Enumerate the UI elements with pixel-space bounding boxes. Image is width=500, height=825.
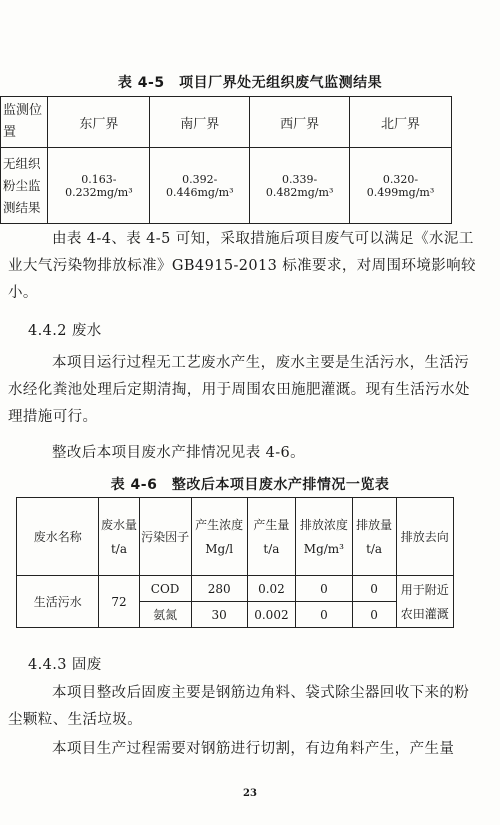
table-4-5-title: 表 4-5 项目厂界处无组织废气监测结果 (117, 75, 383, 91)
header-out-concentration: 排放浓度Mg/m³ (296, 498, 352, 576)
header-destination: 排放去向 (396, 498, 453, 576)
cell-out-amount-cod: 0 (352, 576, 396, 602)
paragraph-table-ref: 整改后本项目废水产排情况见表 4-6。 (52, 445, 306, 461)
value-east: 0.163-0.232mg/m³ (48, 148, 150, 224)
cell-destination: 用于附近农田灌溉 (396, 576, 453, 628)
section-heading-4-4-2: 4.4.2 废水 (28, 323, 102, 339)
header-amount: 产生量t/a (247, 498, 296, 576)
cell-factor-cod: COD (139, 576, 191, 602)
paragraph-solid-waste: 本项目整改后固废主要是钢筋边角料、袋式除尘器回收下来的粉尘颗粒、生活垃圾。 (8, 685, 470, 728)
col-west: 西厂界 (250, 97, 350, 148)
col-south: 南厂界 (150, 97, 250, 148)
header-out-amount: 排放量t/a (352, 498, 396, 576)
paragraph-wastewater: 本项目运行过程无工艺废水产生，废水主要是生活污水，生活污水经化粪池处理后定期清掏，用于周围农田施肥灌溉。现有生活污水处理措施可行。 (8, 355, 470, 425)
header-name: 废水名称 (17, 498, 99, 576)
cell-name: 生活污水 (17, 576, 99, 628)
cell-factor-ammonia: 氨氮 (139, 602, 191, 628)
cell-out-amount-ammonia: 0 (352, 602, 396, 628)
table-4-6 (16, 497, 454, 628)
row-header-location: 监测位置 (1, 97, 48, 148)
page-number: 23 (243, 788, 257, 799)
cell-volume: 72 (99, 576, 139, 628)
header-factor: 污染因子 (139, 498, 191, 576)
value-south: 0.392-0.446mg/m³ (150, 148, 250, 224)
col-north: 北厂界 (350, 97, 452, 148)
cell-out-conc-cod: 0 (296, 576, 352, 602)
paragraph-offcuts: 本项目生产过程需要对钢筋进行切割，有边角料产生，产生量 (52, 741, 455, 757)
cell-conc-ammonia: 30 (191, 602, 247, 628)
header-volume: 废水量t/a (99, 498, 139, 576)
value-north: 0.320-0.499mg/m³ (350, 148, 452, 224)
cell-conc-cod: 280 (191, 576, 247, 602)
cell-amount-cod: 0.02 (247, 576, 296, 602)
header-concentration: 产生浓度Mg/l (191, 498, 247, 576)
row-header-dust: 无组织粉尘监测结果 (1, 148, 48, 224)
cell-out-conc-ammonia: 0 (296, 602, 352, 628)
table-4-5 (0, 96, 452, 224)
value-west: 0.339-0.482mg/m³ (250, 148, 350, 224)
section-heading-4-4-3: 4.4.3 固废 (28, 657, 102, 673)
table-4-6-title: 表 4-6 整改后本项目废水产排情况一览表 (110, 477, 390, 493)
col-east: 东厂界 (48, 97, 150, 148)
cell-amount-ammonia: 0.002 (247, 602, 296, 628)
paragraph-conclusion: 由表 4-4、表 4-5 可知，采取措施后项目废气可以满足《水泥工业大气污染物排放标准》GB4915-2013 标准要求，对周围环境影响较小。 (8, 231, 476, 301)
